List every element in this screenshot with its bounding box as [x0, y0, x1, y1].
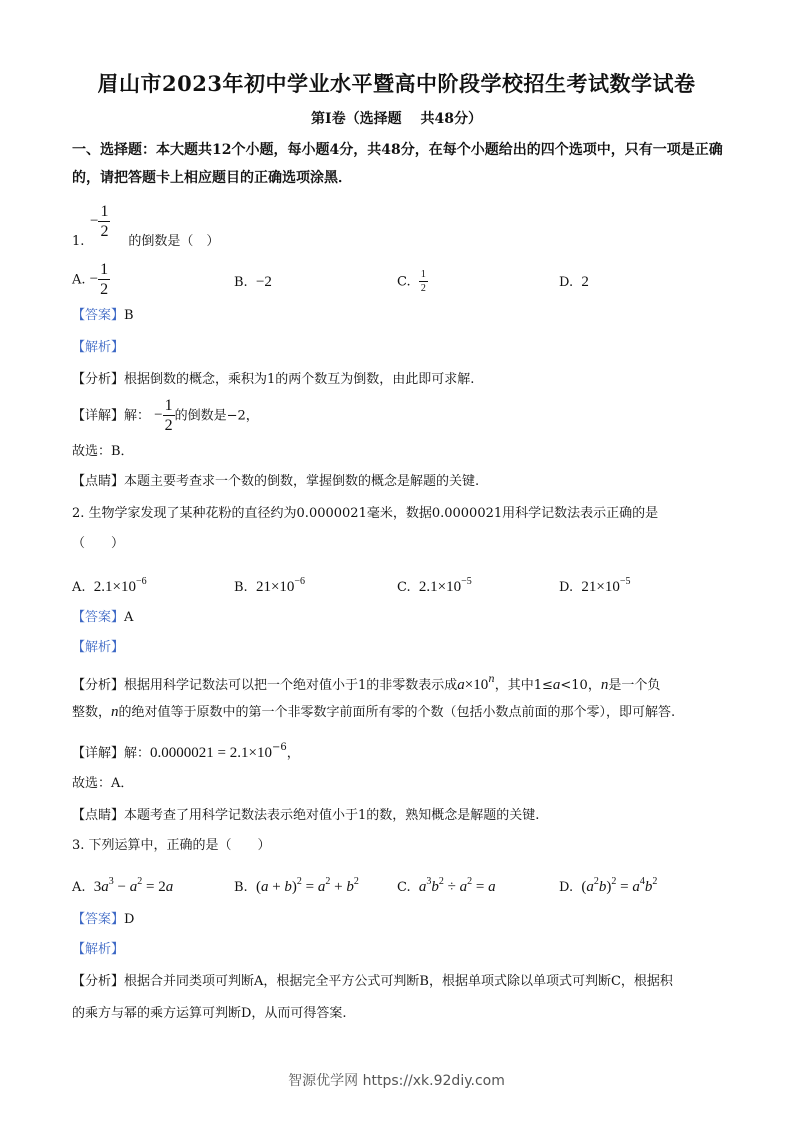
section-instructions: 一、选择题：本大题共12个小题，每小题4分，共48分，在每个小题给出的四个选项中，只有一项是正确的，请把答题卡上相应题目的正确选项涂黑．: [72, 142, 723, 186]
q1-answer: 【答案】B: [72, 308, 134, 323]
q3-answer: 【答案】D: [72, 912, 135, 927]
q1-stem: 1. 的倒数是（ ）: [72, 234, 220, 249]
q2-option-a: A. $2.1\times 10^{-6}$: [72, 576, 147, 595]
q2-stem: 2. 生物学家发现了某种花粉的直径约为0.0000021毫米，数据0.0000021用科学记数法表示正确的是: [72, 506, 659, 521]
section-subtitle: 第I卷（选择题 共48分）: [311, 111, 482, 127]
q1-analysis-tag: 【解析】: [72, 340, 125, 355]
q3-option-c: C. $a^3b^2 \div a^2 = a$: [397, 876, 496, 895]
q3-option-b: B. $(a + b)^2 = a^2 + b^2$: [234, 876, 359, 895]
q2-detail: 【详解】解：$0.0000021 = 2.1\times 10^{-6}$，: [72, 742, 300, 761]
q3-option-d: D. $(a^2b)^2 = a^4b^2$: [559, 876, 658, 895]
q2-option-c: C. $2.1\times 10^{-5}$: [397, 576, 472, 595]
q1-detail: 【详解】解： − $\frac{1}{2}$ 的倒数是−2，: [72, 397, 259, 434]
q3-option-a: A. $3a^3 - a^2 = 2a$: [72, 876, 174, 895]
q1-fenxi: 【分析】根据倒数的概念，乘积为1的两个数互为倒数，由此即可求解.: [72, 372, 475, 387]
q3-fenxi-line2: 的乘方与幂的乘方运算可判断D，从而可得答案.: [72, 1006, 347, 1021]
footer-watermark: 智源优学网 https://xk.92diy.com: [288, 1073, 505, 1089]
q1-comment: 【点睛】本题主要考查求一个数的倒数，掌握倒数的概念是解题的关键.: [72, 474, 480, 489]
q2-answer: 【答案】A: [72, 610, 134, 625]
q2-choose: 故选：A．: [72, 776, 134, 791]
q2-comment: 【点睛】本题考查了用科学记数法表示绝对值小于1的数，熟知概念是解题的关键.: [72, 808, 540, 823]
q3-analysis-tag: 【解析】: [72, 942, 125, 957]
q1-choose: 故选：B．: [72, 444, 134, 459]
q2-fenxi-line1: 【分析】根据用科学记数法可以把一个绝对值小于1的非零数表示成$a\times 10^n$，其中1≤a<10，n是一个负: [72, 674, 661, 693]
q2-fenxi-line2: 整数，n的绝对值等于原数中的第一个非零数字前面所有零的个数（包括小数点前面的那个零），即可解答.: [72, 704, 676, 720]
q2-option-d: D. $21\times 10^{-5}$: [559, 576, 631, 595]
q1-option-d: D. 2: [559, 274, 589, 290]
q1-fraction-top: − $\frac{1}{2}$: [90, 203, 109, 240]
q2-stem-bracket: （ ）: [72, 536, 125, 551]
q2-analysis-tag: 【解析】: [72, 640, 125, 655]
q1-option-b: B. −2: [234, 274, 272, 290]
q1-option-c: C. $\frac{1}{2}$: [397, 269, 426, 294]
page-title: 眉山市2023年初中学业水平暨高中阶段学校招生考试数学试卷: [97, 71, 696, 96]
q2-option-b: B. $21\times 10^{-6}$: [234, 576, 306, 595]
q3-stem: 3. 下列运算中，正确的是（ ）: [72, 838, 271, 853]
q1-option-a: A. − $\frac{1}{2}$: [72, 261, 109, 298]
q3-fenxi-line1: 【分析】根据合并同类项可判断A，根据完全平方公式可判断B，根据单项式除以单项式可判断C，根据积: [72, 974, 673, 989]
